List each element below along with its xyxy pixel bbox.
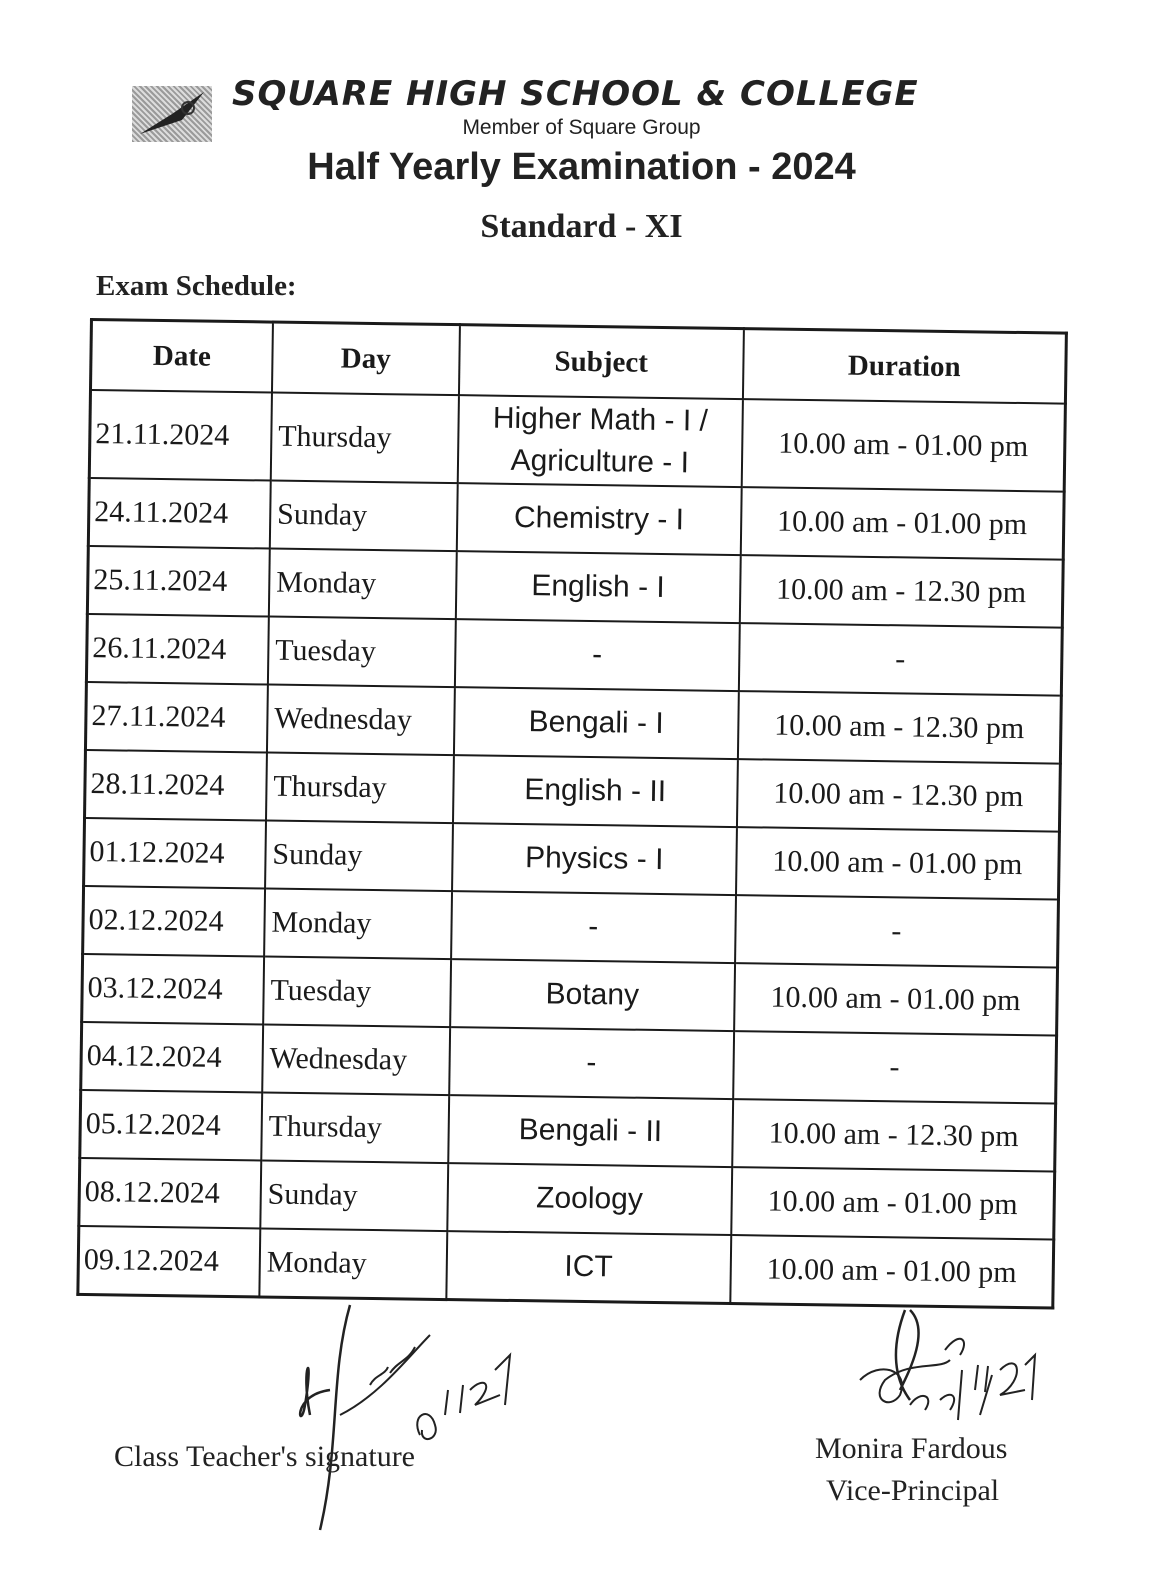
cell-subject: Chemistry - I <box>456 483 741 555</box>
cell-date: 25.11.2024 <box>87 546 269 617</box>
cell-duration: 10.00 am - 12.30 pm <box>738 691 1062 763</box>
cell-day: Sunday <box>260 1160 448 1231</box>
cell-subject: - <box>455 619 740 691</box>
cell-duration: 10.00 am - 01.00 pm <box>731 1167 1055 1239</box>
standard-label: Standard - XI <box>480 208 683 245</box>
cell-day: Tuesday <box>268 617 456 688</box>
member-of-group: Member of Square Group <box>462 116 701 139</box>
cell-day: Sunday <box>265 821 453 892</box>
cell-subject: Bengali - I <box>454 687 739 759</box>
cell-subject-line: Higher Math - I / <box>492 401 709 438</box>
cell-day: Monday <box>259 1228 447 1299</box>
cell-duration: 10.00 am - 01.00 pm <box>741 487 1065 559</box>
cell-subject: - <box>449 1027 734 1099</box>
cell-date: 04.12.2024 <box>81 1022 263 1093</box>
cell-subject: Botany <box>450 959 735 1031</box>
cell-date: 21.11.2024 <box>89 390 272 481</box>
cell-duration: 10.00 am - 12.30 pm <box>740 555 1064 627</box>
exam-schedule-label: Exam Schedule: <box>96 270 297 302</box>
cell-subject-line: Agriculture - I <box>510 443 690 480</box>
cell-duration: 10.00 am - 01.00 pm <box>734 963 1058 1035</box>
cell-day: Thursday <box>271 393 459 484</box>
cell-date: 26.11.2024 <box>86 614 268 685</box>
cell-duration: - <box>733 1031 1057 1103</box>
cell-subject <box>457 395 742 487</box>
cell-day: Thursday <box>261 1092 449 1163</box>
cell-subject: - <box>451 891 736 963</box>
class-teacher-signature <box>270 1295 520 1545</box>
school-name: SQUARE HIGH SCHOOL & COLLEGE <box>232 74 919 114</box>
column-header-duration: Duration <box>743 329 1067 404</box>
cell-day: Thursday <box>266 753 454 824</box>
cell-duration: - <box>735 895 1059 967</box>
cell-subject: ICT <box>446 1231 731 1303</box>
cell-subject: English - II <box>453 755 738 827</box>
cell-date: 09.12.2024 <box>78 1226 260 1297</box>
cell-day: Tuesday <box>263 956 451 1027</box>
cell-duration: 10.00 am - 01.00 pm <box>730 1235 1054 1308</box>
column-header-day: Day <box>272 322 460 395</box>
column-header-subject: Subject <box>459 325 744 399</box>
cell-date: 05.12.2024 <box>80 1090 262 1161</box>
vice-principal-signature <box>850 1300 1040 1430</box>
cell-date: 03.12.2024 <box>82 954 264 1025</box>
cell-day: Sunday <box>270 481 458 552</box>
vice-principal-title: Vice-Principal <box>826 1474 1000 1507</box>
column-header-date: Date <box>90 320 272 393</box>
cell-duration: - <box>739 623 1063 695</box>
cell-date: 24.11.2024 <box>88 478 270 549</box>
cell-subject: Physics - I <box>452 823 737 895</box>
cell-day: Monday <box>269 549 457 620</box>
exam-schedule-table-wrap <box>76 318 1068 1310</box>
table-row <box>89 390 1065 492</box>
cell-subject: Bengali - II <box>448 1095 733 1167</box>
cell-day: Wednesday <box>267 685 455 756</box>
cell-date: 02.12.2024 <box>83 886 265 957</box>
cell-date: 08.12.2024 <box>79 1158 261 1229</box>
table-row <box>78 1226 1054 1308</box>
cell-date: 28.11.2024 <box>85 750 267 821</box>
exam-schedule-table <box>76 318 1068 1310</box>
cell-subject: Zoology <box>447 1163 732 1235</box>
cell-date: 01.12.2024 <box>84 818 266 889</box>
exam-title: Half Yearly Examination - 2024 <box>307 146 856 188</box>
class-teacher-signature-label: Class Teacher's signature <box>114 1440 415 1473</box>
vice-principal-name: Monira Fardous <box>815 1432 1008 1465</box>
cell-day: Monday <box>264 888 452 959</box>
cell-day: Wednesday <box>262 1024 450 1095</box>
cell-duration: 10.00 am - 12.30 pm <box>732 1099 1056 1171</box>
cell-subject: English - I <box>456 551 741 623</box>
cell-duration: 10.00 am - 01.00 pm <box>741 399 1065 491</box>
cell-duration: 10.00 am - 01.00 pm <box>736 827 1060 899</box>
table-header-row <box>90 320 1066 404</box>
cell-date: 27.11.2024 <box>85 682 267 753</box>
cell-duration: 10.00 am - 12.30 pm <box>737 759 1061 831</box>
